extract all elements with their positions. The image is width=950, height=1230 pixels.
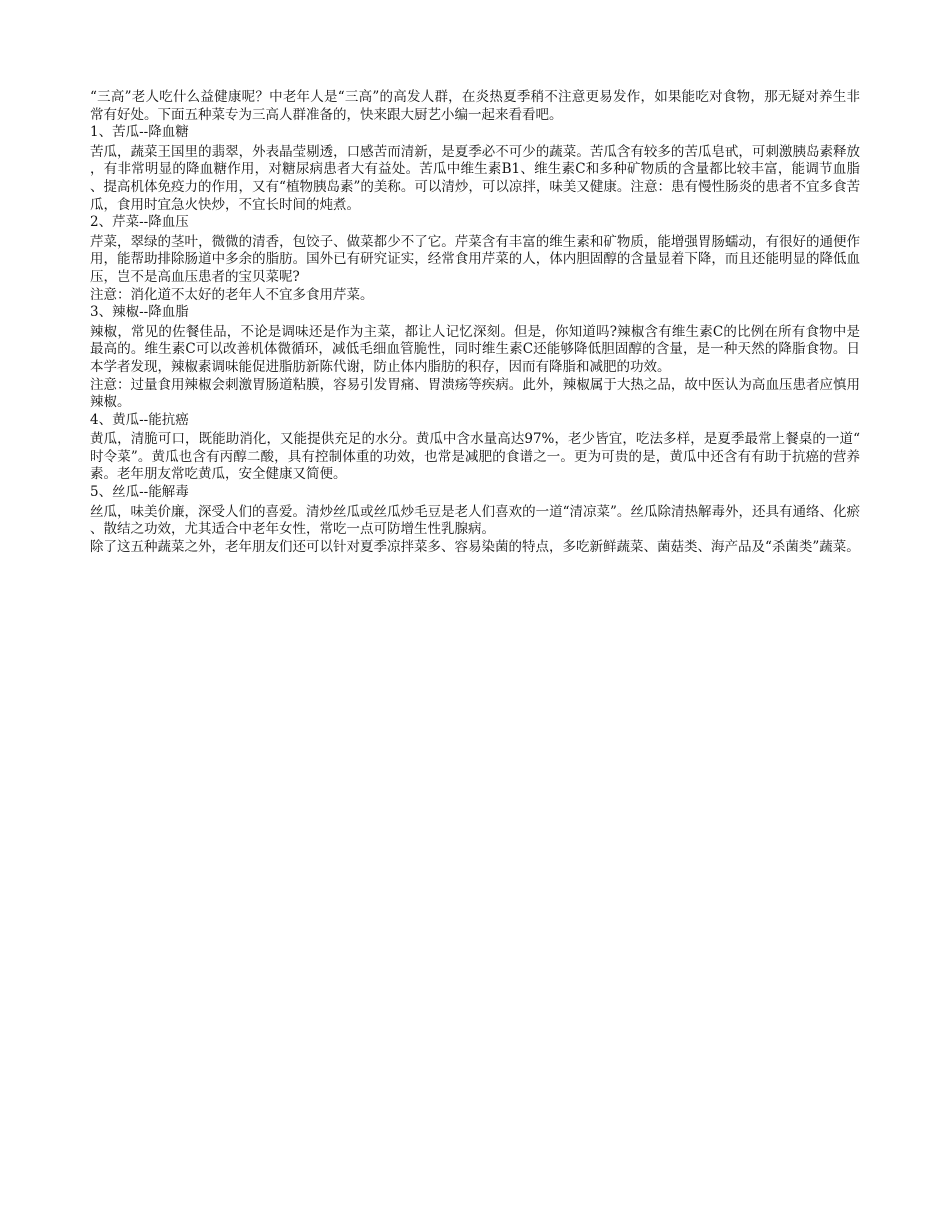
section-heading: 2、芹菜--降血压: [90, 214, 189, 231]
section-heading: 1、苦瓜--降血糖: [90, 124, 189, 141]
section-paragraph: 丝瓜，味美价廉，深受人们的喜爱。清炒丝瓜或丝瓜炒毛豆是老人们喜欢的一道“清凉菜”。丝瓜除清热解毒外，还具有通络、化瘀、散结之功效，尤其适合中老年女性，常吃一点可防增生性乳腺病。: [90, 503, 860, 538]
section-paragraph: 苦瓜，蔬菜王国里的翡翠，外表晶莹剔透，口感苦而清新，是夏季必不可少的蔬菜。苦瓜含有较多的苦瓜皂甙，可刺激胰岛素释放，有非常明显的降血糖作用，对糖尿病患者大有益处。苦瓜中维生素B1、维生素C和多种矿物质的含量都比较丰富，能调节血脂、提高机体免疫力的作用，又有“植物胰岛素”的美称。可以清炒，可以凉拌，味美又健康。注意：患有慢性肠炎的患者不宜多食苦瓜，食用时宜急火快炒，不宜长时间的炖煮。: [90, 143, 860, 213]
section-paragraph: 黄瓜，清脆可口，既能助消化，又能提供充足的水分。黄瓜中含水量高达97%，老少皆宜，吃法多样，是夏季最常上餐桌的一道“时令菜”。黄瓜也含有丙醇二酸，具有控制体重的功效，也常是减肥的食谱之一。更为可贵的是，黄瓜中还含有有助于抗癌的营养素。老年朋友常吃黄瓜，安全健康又简便。: [90, 431, 860, 483]
section-cucumber: [90, 412, 860, 484]
article-body: [90, 89, 860, 556]
section-heading: 5、丝瓜--能解毒: [90, 484, 189, 501]
section-note: 注意：消化道不太好的老年人不宜多食用芹菜。: [90, 286, 374, 303]
intro-paragraph: “三高”老人吃什么益健康呢？中老年人是“三高”的高发人群，在炎热夏季稍不注意更易发作，如果能吃对食物，那无疑对养生非常有好处。下面五种菜专为三高人群准备的，快来跟大厨艺小编一起来看看吧。: [90, 89, 860, 123]
section-celery: [90, 214, 860, 304]
conclusion-paragraph: 除了这五种蔬菜之外，老年朋友们还可以针对夏季凉拌菜多、容易染菌的特点，多吃新鲜蔬菜、菌菇类、海产品及“杀菌类”蔬菜。: [90, 538, 860, 555]
section-note: 注意：过量食用辣椒会刺激胃肠道粘膜，容易引发胃痛、胃溃疡等疾病。此外，辣椒属于大热之品，故中医认为高血压患者应慎用辣椒。: [90, 376, 860, 411]
section-paragraph: 辣椒，常见的佐餐佳品，不论是调味还是作为主菜，都让人记忆深刻。但是，你知道吗?辣椒含有维生素C的比例在所有食物中是最高的。维生素C可以改善机体微循环，减低毛细血管脆性，同时维生素C还能够降低胆固醇的含量，是一种天然的降脂食物。日本学者发现，辣椒素调味能促进脂肪新陈代谢，防止体内脂肪的积存，因而有降脂和减肥的功效。: [90, 323, 860, 375]
section-paragraph: 芹菜，翠绿的茎叶，微微的清香，包饺子、做菜都少不了它。芹菜含有丰富的维生素和矿物质，能增强胃肠蠕动，有很好的通便作用，能帮助排除肠道中多余的脂肪。国外已有研究证实，经常食用芹菜的人，体内胆固醇的含量显着下降，而且还能明显的降低血压，岂不是高血压患者的宝贝菜呢?: [90, 233, 860, 285]
section-heading: 4、黄瓜--能抗癌: [90, 411, 189, 428]
section-bitter-melon: [90, 124, 860, 214]
section-chili: [90, 304, 860, 412]
section-loofah: [90, 484, 860, 539]
section-heading: 3、辣椒--降血脂: [90, 304, 189, 321]
